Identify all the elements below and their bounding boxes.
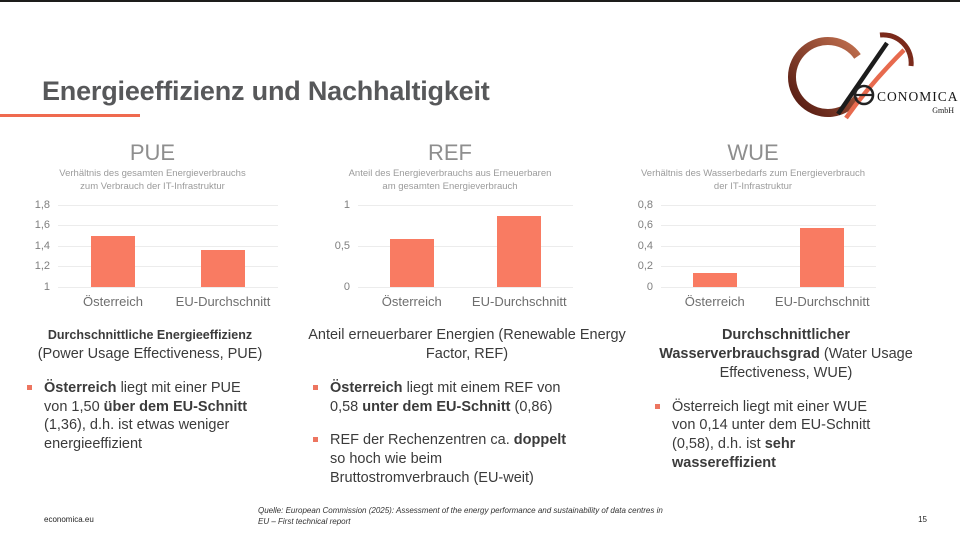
- y-tick-label: 1: [43, 280, 50, 293]
- pue-text-column: [25, 326, 275, 454]
- x-axis-label: EU-Durchschnitt: [175, 293, 271, 309]
- y-tick-label: 1,2: [34, 260, 50, 273]
- page-number: 15: [918, 515, 927, 524]
- chart-bar: [91, 236, 135, 287]
- y-tick-label: 1,4: [34, 239, 50, 252]
- bullet-item: [27, 379, 262, 454]
- x-axis: [661, 294, 876, 312]
- bullet-marker-icon: [313, 437, 318, 442]
- chart-subtitle: [325, 168, 575, 193]
- y-tick-label: 0,2: [637, 260, 653, 273]
- plot-area: [358, 205, 573, 287]
- logo-gmbh-text: GmbH: [932, 106, 954, 115]
- pue-chart: [25, 140, 280, 312]
- source-note: [258, 505, 738, 527]
- plot-area: [661, 205, 876, 287]
- bullet-segment: sehr wassereffizient: [672, 436, 796, 472]
- x-axis-label: Österreich: [381, 293, 442, 309]
- bullet-segment: unter dem EU-Schnitt: [362, 398, 511, 415]
- chart-subtitle-line: Anteil des Energieverbrauchs aus Erneuerbaren: [348, 168, 552, 180]
- y-tick-label: 1,8: [34, 198, 50, 211]
- wue-chart: [628, 140, 878, 312]
- chart-bar: [800, 228, 844, 287]
- x-axis-label: Österreich: [83, 293, 143, 309]
- gridline: [661, 287, 876, 288]
- gridline: [661, 225, 876, 226]
- chart-subtitle-line: Verhältnis des gesamten Energieverbrauchs: [59, 168, 246, 180]
- gridline: [661, 205, 876, 206]
- heading-segment: Anteil erneuerbarer Energien (Renewable Energy Factor, REF): [308, 327, 626, 362]
- ref-text-column: [300, 326, 634, 488]
- column-heading: [648, 326, 924, 383]
- y-axis: [25, 198, 58, 293]
- chart-subtitle-line: zum Verbrauch der IT-Infrastruktur: [80, 180, 225, 192]
- chart-title: REF: [428, 140, 472, 165]
- chart-subtitle: [25, 168, 280, 193]
- column-heading: [300, 326, 634, 364]
- chart-subtitle-line: am gesamten Energieverbrauch: [382, 180, 518, 192]
- heading-segment: (Water Usage Effectiveness, WUE): [719, 345, 913, 381]
- gridline: [358, 205, 573, 206]
- x-axis: [358, 294, 573, 312]
- source-line: Quelle: European Commission (2025): Assessment of the energy performance and sustainability of data centres in: [258, 506, 663, 515]
- bullet-segment: Österreich: [330, 379, 403, 396]
- y-axis: [628, 198, 661, 293]
- x-axis-label: EU-Durchschnitt: [774, 293, 870, 309]
- footer-website: economica.eu: [44, 515, 94, 524]
- chart-bar: [201, 250, 245, 287]
- bullet-segment: liegt mit einer PUE von 1,50: [44, 379, 241, 415]
- y-tick-label: 0,8: [637, 198, 653, 211]
- bullet-item: [655, 398, 892, 473]
- x-axis-label: Österreich: [684, 293, 745, 309]
- title-underline: [0, 114, 140, 117]
- wue-text-column: [648, 326, 924, 473]
- bullet-segment: Österreich liegt mit einer WUE von 0,14 unter dem EU-Schnitt (0,58), d.h. ist: [672, 398, 871, 453]
- y-tick-label: 1,6: [34, 219, 50, 232]
- bullet-segment: Österreich: [44, 379, 117, 396]
- y-tick-label: 0,5: [334, 239, 350, 252]
- economica-logo-graphic: [778, 26, 958, 121]
- x-axis-label: EU-Durchschnitt: [471, 293, 567, 309]
- gridline: [58, 225, 278, 226]
- chart-subtitle: [628, 168, 878, 193]
- bullet-marker-icon: [27, 385, 32, 390]
- bullet-item: [313, 431, 578, 488]
- y-tick-label: 1: [343, 198, 350, 211]
- y-tick-label: 0,6: [637, 219, 653, 232]
- x-axis: [58, 294, 278, 312]
- gridline: [58, 287, 278, 288]
- column-heading: [25, 326, 275, 364]
- heading-segment: (Power Usage Effectiveness, PUE): [37, 345, 263, 362]
- heading-segment: Durchschnittlicher Wasserverbrauchsgrad: [659, 327, 851, 362]
- bullet-segment: doppelt: [513, 432, 567, 449]
- gridline: [58, 205, 278, 206]
- y-axis: [325, 198, 358, 293]
- bullet-segment: liegt mit einem REF von 0,58: [330, 379, 561, 415]
- chart-bar: [390, 239, 434, 287]
- bullet-marker-icon: [655, 404, 660, 409]
- bullet-segment: über dem EU-Schnitt: [103, 398, 248, 415]
- bullet-list: [313, 379, 634, 488]
- logo-text: CONOMICA: [877, 89, 958, 104]
- chart-title: PUE: [129, 140, 176, 165]
- economica-logo: [778, 26, 958, 121]
- chart-subtitle-line: der IT-Infrastruktur: [713, 180, 793, 192]
- bullet-segment: REF der Rechenzentren ca.: [330, 432, 514, 449]
- bullet-list: [27, 379, 275, 454]
- bullet-item: [313, 379, 578, 417]
- y-tick-label: 0,4: [637, 239, 653, 252]
- top-border-line: [0, 0, 960, 2]
- bullet-segment: (1,36), d.h. ist etwas weniger energieeffizient: [44, 417, 230, 453]
- heading-segment: Durchschnittliche Energieeffizienz: [47, 328, 253, 342]
- chart-subtitle-line: Verhältnis des Wasserbedarfs zum Energieverbrauch: [640, 168, 866, 180]
- chart-bar: [497, 216, 541, 287]
- bullet-segment: so hoch wie beim Bruttostromverbrauch (EU-weit): [330, 451, 534, 487]
- plot-wrap: [25, 198, 280, 293]
- bullet-marker-icon: [313, 385, 318, 390]
- page-title: Energieeffizienz und Nachhaltigkeit: [42, 76, 490, 107]
- gridline: [358, 287, 573, 288]
- chart-title: WUE: [727, 140, 779, 165]
- y-tick-label: 0: [646, 280, 653, 293]
- bullet-list: [655, 398, 924, 473]
- y-tick-label: 0: [343, 280, 350, 293]
- plot-wrap: [628, 198, 878, 293]
- chart-bar: [693, 273, 737, 287]
- ref-chart: [325, 140, 575, 312]
- plot-wrap: [325, 198, 575, 293]
- source-line: EU – First technical report: [258, 517, 351, 527]
- plot-area: [58, 205, 278, 287]
- bullet-segment: (0,86): [510, 398, 553, 415]
